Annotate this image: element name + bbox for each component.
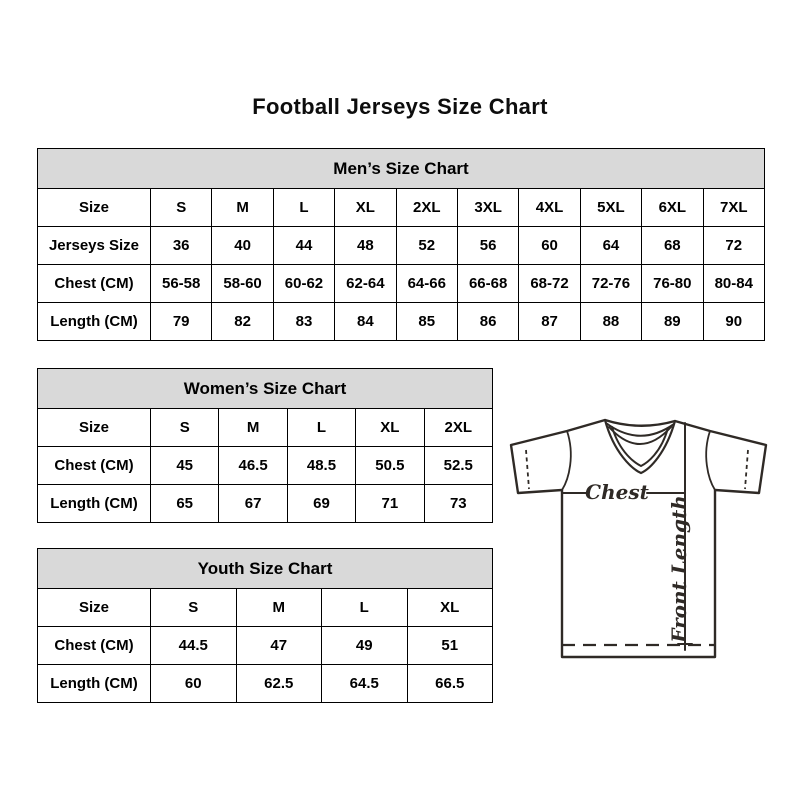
row-label: Chest (CM) xyxy=(38,627,151,665)
size-value: 83 xyxy=(273,303,334,341)
chest-label: Chest xyxy=(585,480,649,504)
size-value: 64 xyxy=(580,227,641,265)
size-value: 49 xyxy=(322,627,408,665)
size-value: 72-76 xyxy=(580,265,641,303)
size-value: 69 xyxy=(287,485,355,523)
row-label: Length (CM) xyxy=(38,665,151,703)
size-value: 71 xyxy=(356,485,424,523)
front-length-label: Front Length xyxy=(667,495,691,643)
size-value: 58-60 xyxy=(212,265,273,303)
size-column-header: L xyxy=(322,589,408,627)
size-value: 60-62 xyxy=(273,265,334,303)
size-column-header: L xyxy=(273,189,334,227)
table-title: Youth Size Chart xyxy=(38,549,493,589)
size-column-header: L xyxy=(287,409,355,447)
row-label: Chest (CM) xyxy=(38,265,151,303)
armhole-seam-left xyxy=(562,431,571,490)
size-value: 62.5 xyxy=(236,665,322,703)
size-value: 44 xyxy=(273,227,334,265)
size-value: 72 xyxy=(703,227,764,265)
size-value: 87 xyxy=(519,303,580,341)
size-value: 44.5 xyxy=(151,627,237,665)
size-value: 47 xyxy=(236,627,322,665)
size-column-header: S xyxy=(151,189,212,227)
size-value: 36 xyxy=(151,227,212,265)
size-column-header: 3XL xyxy=(457,189,518,227)
size-value: 66-68 xyxy=(457,265,518,303)
row-label: Size xyxy=(38,189,151,227)
row-label: Length (CM) xyxy=(38,303,151,341)
size-column-header: XL xyxy=(356,409,424,447)
size-column-header: 7XL xyxy=(703,189,764,227)
table-title: Women’s Size Chart xyxy=(38,369,493,409)
size-column-header: XL xyxy=(335,189,396,227)
size-value: 85 xyxy=(396,303,457,341)
table-title: Men’s Size Chart xyxy=(38,149,765,189)
size-value: 65 xyxy=(151,485,219,523)
size-value: 73 xyxy=(424,485,492,523)
size-column-header: M xyxy=(236,589,322,627)
size-value: 45 xyxy=(151,447,219,485)
size-value: 51 xyxy=(407,627,493,665)
size-value: 56-58 xyxy=(151,265,212,303)
youth-size-chart-table xyxy=(37,548,493,703)
size-value: 88 xyxy=(580,303,641,341)
jersey-measurement-diagram xyxy=(495,393,780,693)
size-value: 68-72 xyxy=(519,265,580,303)
size-value: 50.5 xyxy=(356,447,424,485)
size-value: 56 xyxy=(457,227,518,265)
size-value: 66.5 xyxy=(407,665,493,703)
size-column-header: S xyxy=(151,409,219,447)
size-value: 52.5 xyxy=(424,447,492,485)
size-value: 90 xyxy=(703,303,764,341)
size-value: 68 xyxy=(642,227,703,265)
row-label: Jerseys Size xyxy=(38,227,151,265)
size-value: 64.5 xyxy=(322,665,408,703)
size-column-header: M xyxy=(212,189,273,227)
size-value: 82 xyxy=(212,303,273,341)
womens-size-chart-table xyxy=(37,368,493,523)
size-column-header: S xyxy=(151,589,237,627)
size-value: 48 xyxy=(335,227,396,265)
sleeve-stitch-left xyxy=(526,450,529,489)
size-column-header: 5XL xyxy=(580,189,641,227)
size-value: 60 xyxy=(519,227,580,265)
size-value: 48.5 xyxy=(287,447,355,485)
size-value: 80-84 xyxy=(703,265,764,303)
size-column-header: 2XL xyxy=(396,189,457,227)
jersey-outline-shape xyxy=(511,420,766,657)
womens-table xyxy=(37,368,493,523)
size-value: 67 xyxy=(219,485,287,523)
size-value: 89 xyxy=(642,303,703,341)
row-label: Chest (CM) xyxy=(38,447,151,485)
size-column-header: 2XL xyxy=(424,409,492,447)
size-value: 62-64 xyxy=(335,265,396,303)
size-value: 86 xyxy=(457,303,518,341)
size-value: 64-66 xyxy=(396,265,457,303)
size-value: 46.5 xyxy=(219,447,287,485)
size-value: 60 xyxy=(151,665,237,703)
mens-table xyxy=(37,148,765,341)
size-column-header: 6XL xyxy=(642,189,703,227)
row-label: Size xyxy=(38,589,151,627)
row-label: Length (CM) xyxy=(38,485,151,523)
youth-table xyxy=(37,548,493,703)
size-value: 40 xyxy=(212,227,273,265)
size-value: 84 xyxy=(335,303,396,341)
size-column-header: XL xyxy=(407,589,493,627)
armhole-seam-right xyxy=(706,431,715,490)
page-title: Football Jerseys Size Chart xyxy=(252,94,548,119)
size-column-header: M xyxy=(219,409,287,447)
size-value: 79 xyxy=(151,303,212,341)
row-label: Size xyxy=(38,409,151,447)
size-value: 52 xyxy=(396,227,457,265)
sleeve-stitch-right xyxy=(745,450,748,489)
size-value: 76-80 xyxy=(642,265,703,303)
mens-size-chart-table xyxy=(37,148,765,341)
size-column-header: 4XL xyxy=(519,189,580,227)
